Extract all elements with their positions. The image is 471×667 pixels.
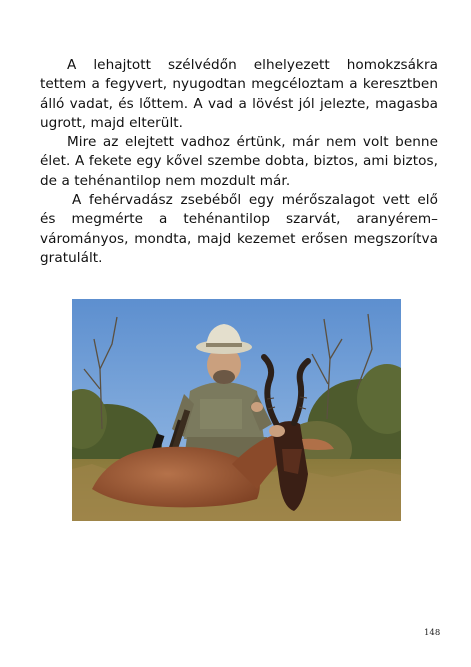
- body-text: [40, 56, 438, 268]
- hunting-photo: [72, 299, 401, 521]
- paragraph: A lehajtott szélvédőn elhelyezett homokzsákra tettem a fegyvert, nyugodtan megcéloztam a keresztben álló vadat, és lőttem. A vad a lövést jól jelezte, magasba ugrott, majd elterült.: [40, 57, 438, 131]
- paragraph: A fehérvadász zsebéből egy mérőszalagot vett elő és megmérte a tehénantilop szarvát, aranyérem–várományos, mondta, majd kezemet erősen megszorítva gratulált.: [40, 192, 438, 266]
- page-number: 148: [424, 628, 441, 638]
- hand: [269, 425, 285, 437]
- hand: [251, 402, 263, 412]
- paragraph: Mire az elejtett vadhoz értünk, már nem volt benne élet. A fekete egy kővel szembe dobta, biztos, ami biztos, de a tehénantilop nem mozdult már.: [40, 134, 438, 189]
